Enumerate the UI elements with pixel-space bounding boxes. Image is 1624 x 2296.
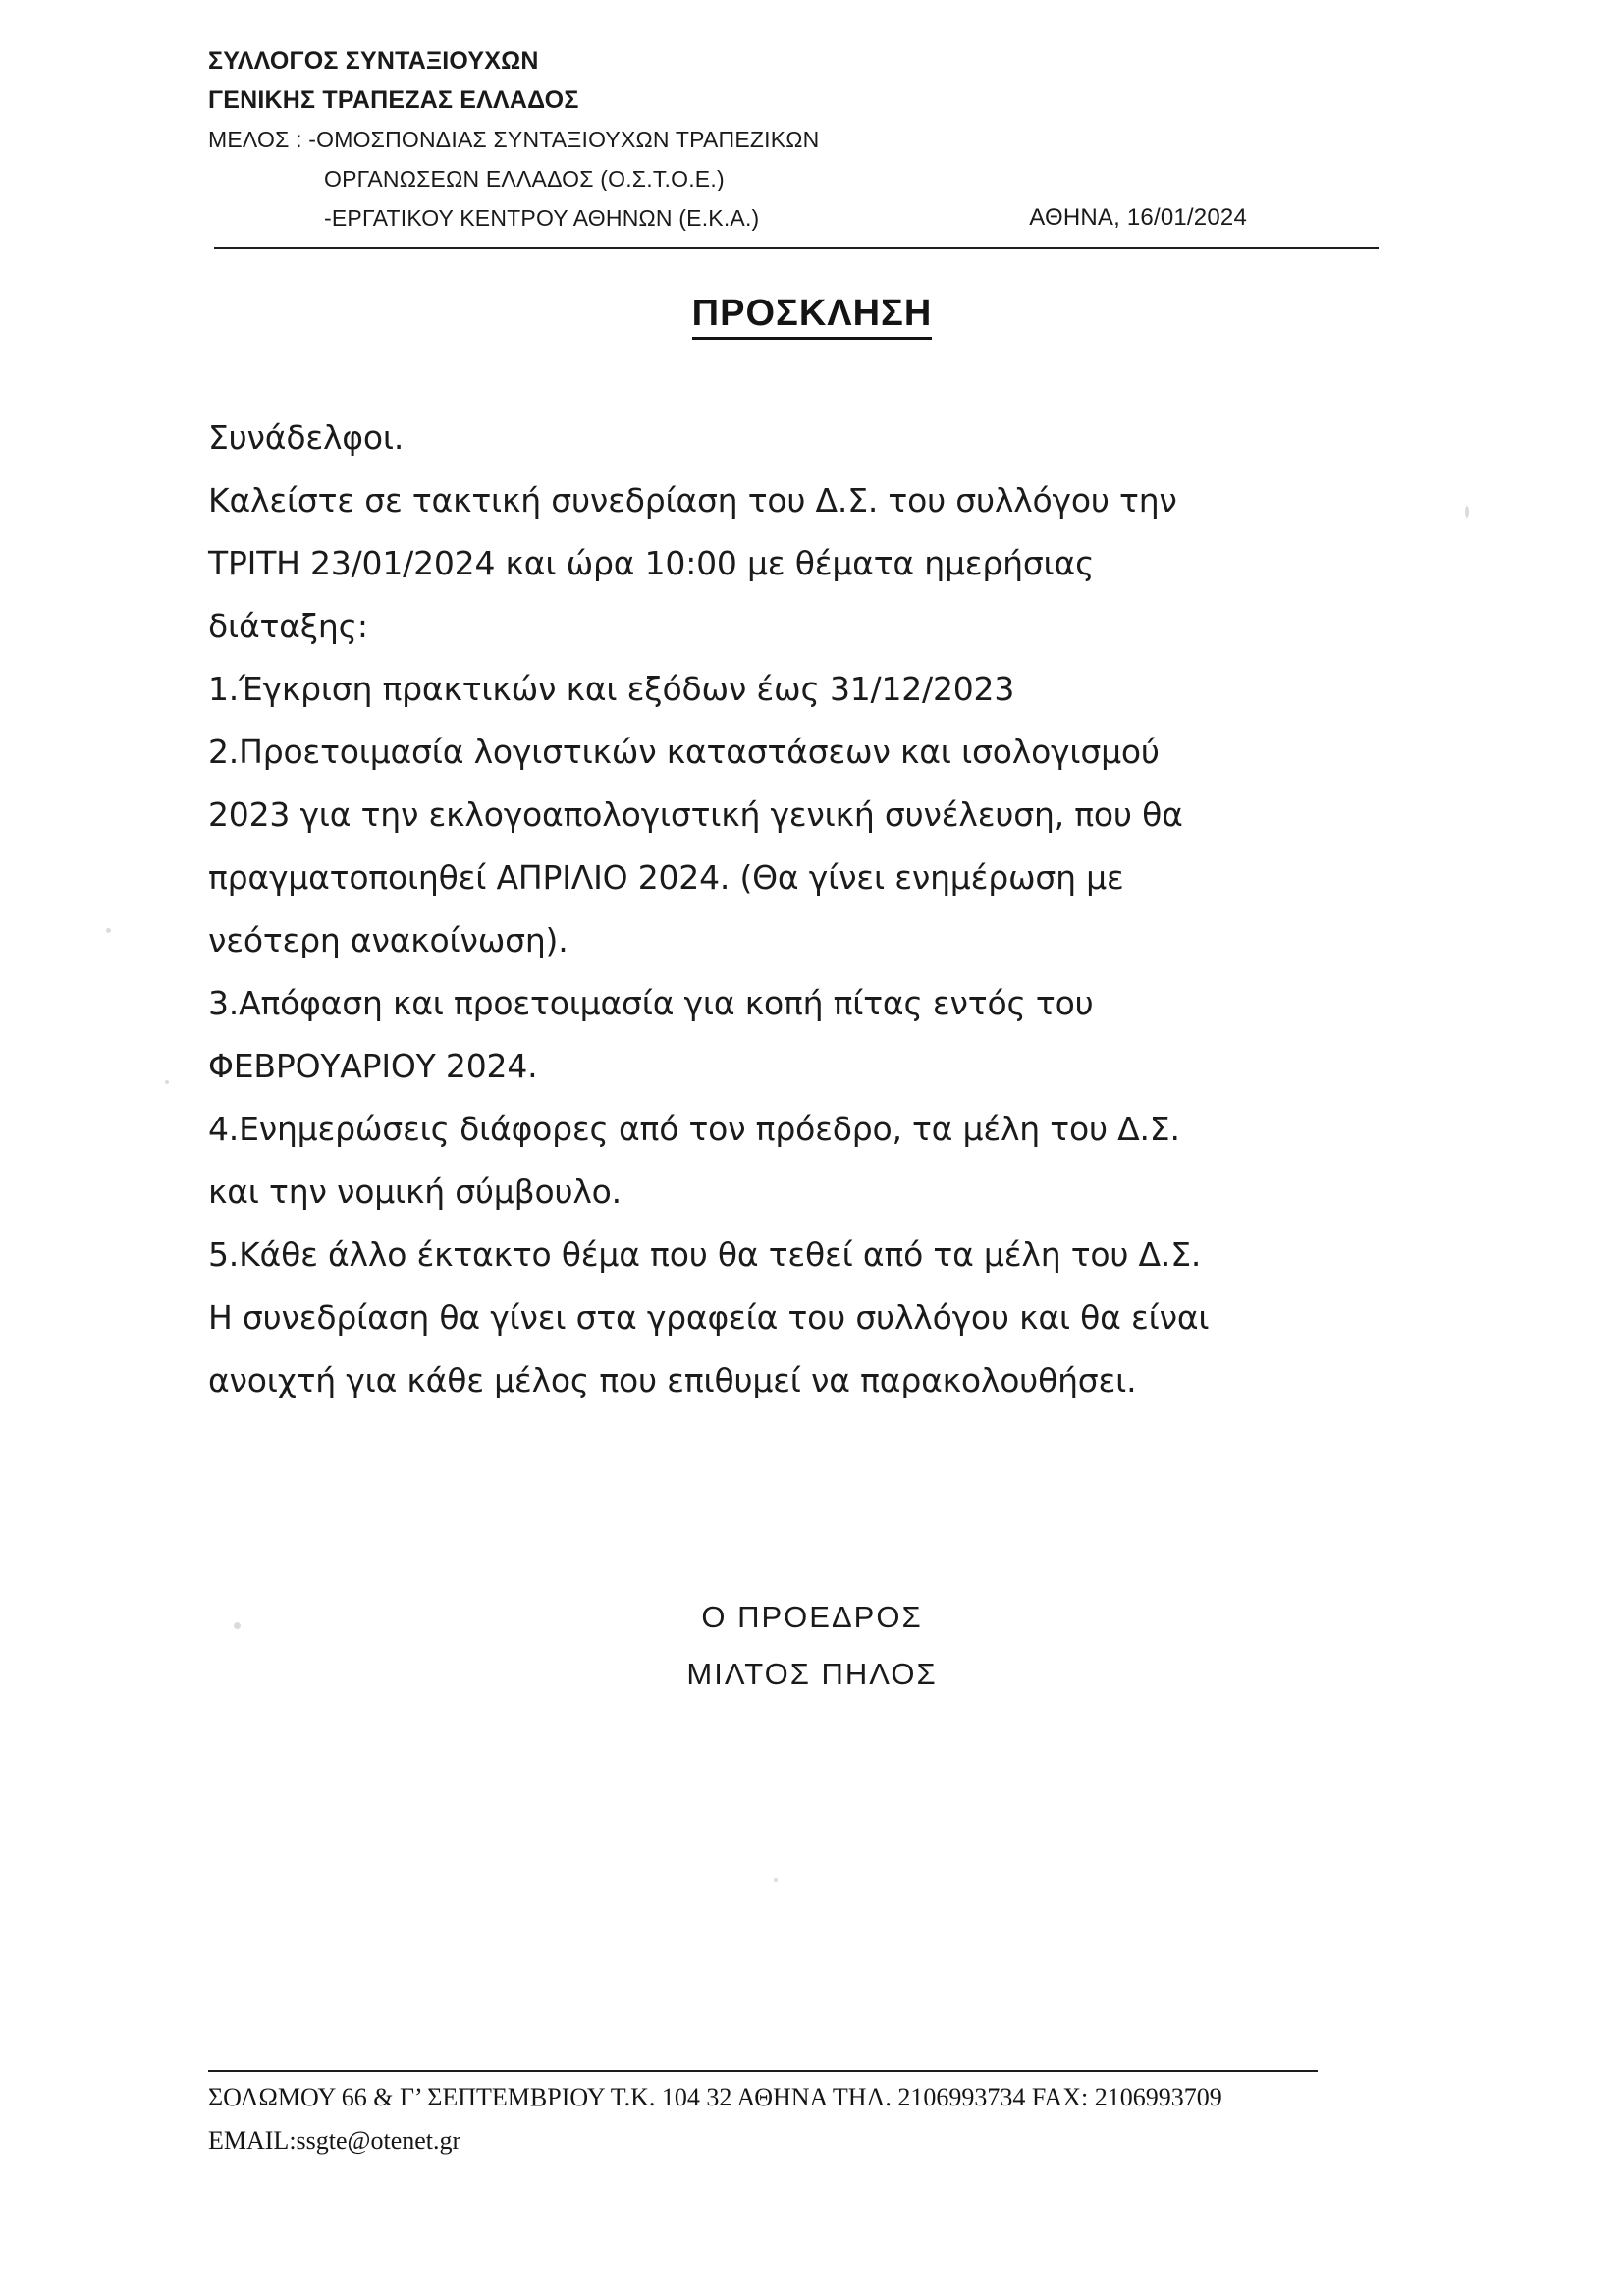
letterhead (208, 41, 1416, 238)
letterhead-bottom-row (208, 198, 1416, 238)
footer-email: EMAIL:ssgte@otenet.gr (208, 2126, 461, 2155)
agenda-item-1: 1.Έγκριση πρακτικών και εξόδων έως 31/12/2023 (208, 670, 1015, 708)
membership-line: ΜΕΛΟΣ : -ΟΜΟΣΠΟΝΔΙΑΣ ΣΥΝΤΑΞΙΟΥΧΩΝ ΤΡΑΠΕΖΙΚΩΝ (208, 127, 820, 152)
agenda-item-4: 4.Ενημερώσεις διάφορες από τον πρόεδρο, τα μέλη του Δ.Σ. (208, 1110, 1180, 1148)
agenda-item-5: 5.Κάθε άλλο έκτακτο θέμα που θα τεθεί από τα μέλη του Δ.Σ. (208, 1235, 1202, 1274)
body-line: Καλείστε σε τακτική συνεδρίαση του Δ.Σ. του συλλόγου την (208, 481, 1177, 519)
footer-address: ΣΟΛΩΜΟΥ 66 & Γ’ ΣΕΠΤΕΜΒΡΙΟΥ Τ.Κ. 104 32 ΑΘΗΝΑ ΤΗΛ. 2106993734 FAX: 2106993709 (208, 2083, 1222, 2111)
footer-divider (208, 2070, 1318, 2072)
body-line: και την νομική σύμβουλο. (208, 1173, 622, 1211)
body-line: ΤΡΙΤΗ 23/01/2024 και ώρα 10:00 με θέματα ημερήσιας (208, 544, 1095, 582)
scan-speck (234, 1622, 241, 1629)
signer-role: Ο ΠΡΟΕΔΡΟΣ (701, 1600, 923, 1634)
scan-speck (774, 1878, 778, 1882)
labour-center-line: -ΕΡΓΑΤΙΚΟΥ ΚΕΝΤΡΟΥ ΑΘΗΝΩΝ (Ε.Κ.Α.) (324, 205, 760, 231)
scan-speck (106, 928, 111, 933)
body-line: πραγματοποιηθεί ΑΠΡΙΛΙΟ 2024. (Θα γίνει ενημέρωση με (208, 858, 1124, 897)
organization-name-line2: ΓΕΝΙΚΗΣ ΤΡΑΠΕΖΑΣ ΕΛΛΑΔΟΣ (208, 86, 579, 114)
page-title-text: ΠΡΟΣΚΛΗΣΗ (692, 293, 933, 340)
agenda-item-3: 3.Απόφαση και προετοιμασία για κοπή πίτας εντός του (208, 984, 1094, 1022)
body-line: Συνάδελφοι. (208, 418, 405, 457)
body-line: ΦΕΒΡΟΥΑΡΙΟΥ 2024. (208, 1047, 538, 1085)
signature-block (0, 1589, 1624, 1703)
footer (208, 2076, 1386, 2162)
signer-name: ΜΙΛΤΟΣ ΠΗΛΟΣ (686, 1657, 938, 1691)
header-divider (214, 247, 1379, 249)
body-line: ανοιχτή για κάθε μέλος που επιθυμεί να παρακολουθήσει. (208, 1361, 1137, 1399)
body-line: Η συνεδρίαση θα γίνει στα γραφεία του συλλόγου και θα είναι (208, 1298, 1210, 1337)
document-body (208, 407, 1367, 1412)
scan-speck (1465, 506, 1469, 518)
federation-line: ΟΡΓΑΝΩΣΕΩΝ ΕΛΛΑΔΟΣ (Ο.Σ.Τ.Ο.Ε.) (324, 166, 725, 191)
scan-speck (165, 1080, 169, 1084)
body-line: 2023 για την εκλογοαπολογιστική γενική συνέλευση, που θα (208, 795, 1183, 834)
document-date: ΑΘΗΝΑ, 16/01/2024 (1029, 204, 1247, 231)
body-line: νεότερη ανακοίνωση). (208, 921, 568, 959)
organization-name-line1: ΣΥΛΛΟΓΟΣ ΣΥΝΤΑΞΙΟΥΧΩΝ (208, 47, 539, 75)
page-title (0, 293, 1624, 335)
agenda-item-2: 2.Προετοιμασία λογιστικών καταστάσεων και ισολογισμού (208, 733, 1160, 771)
body-line: διάταξης: (208, 607, 368, 645)
